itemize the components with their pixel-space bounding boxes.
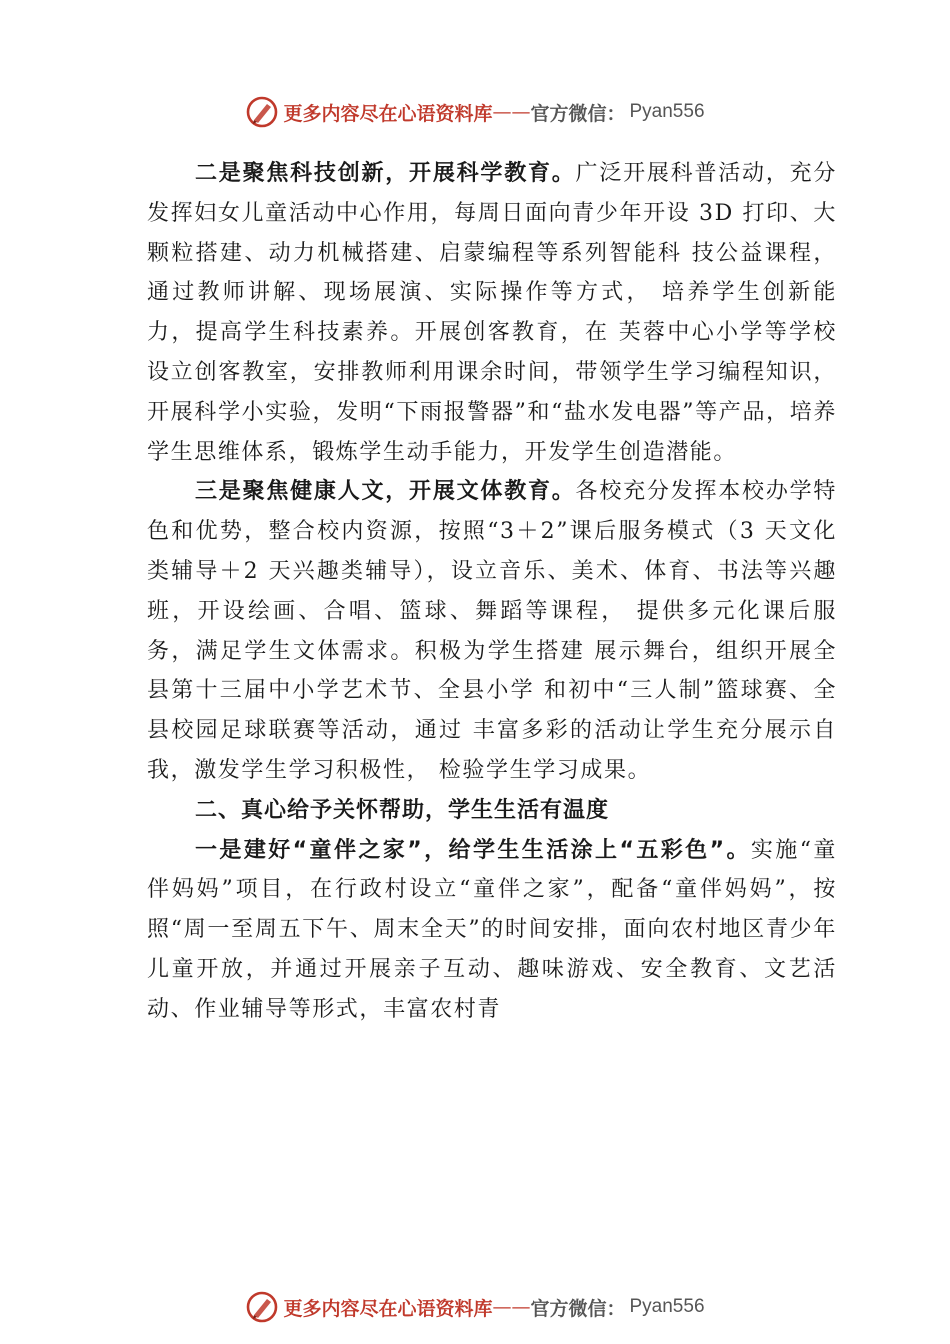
watermark-label: 官方微信：	[530, 102, 626, 125]
paragraph-companion-home	[147, 831, 837, 1030]
paragraph-text: 实施“童伴妈妈”项目，在行政村设立“童伴之家”，配备“童伴妈妈”，按照“周一至周五下午、周末全天”的时间安排，面向农村地区青少年儿童开放，并通过开展亲子互动、趣味游戏、安全教育、文艺活动、作业辅导等形式，丰富农村青	[147, 837, 837, 1022]
watermark-label: 官方微信：	[530, 1297, 626, 1320]
watermark-dash: ——	[492, 1296, 531, 1318]
header-watermark	[0, 95, 950, 129]
watermark-brand: 更多内容尽在心语资料库	[283, 1297, 493, 1320]
paragraph-science-education	[147, 154, 837, 472]
paragraph-lead: 三是聚焦健康人文，开展文体教育。	[195, 479, 576, 505]
paragraph-lead: 二是聚焦科技创新，开展科学教育。	[195, 161, 576, 186]
paragraph-text: 各校充分发挥本校办学特色和优势，整合校内资源，按照“3＋2”课后服务模式（3 天文化类辅导＋2 天兴趣类辅导），设立音乐、美术、体育、书法等兴趣班，开设绘画、合唱、篮球、舞蹈等课程， 提供多元化课后服务，满足学生文体需求。积极为学生搭建 展示舞台，组织开展全县第十三届中小学艺术节、全县小学 和初中“三人制”篮球赛、全县校园足球联赛等活动，通过 丰富多彩的活动让学生充分展示自我，激发学生学习积极性， 检验学生学习成果。	[147, 479, 837, 783]
document-body	[147, 154, 837, 1030]
watermark-account: Pyan556	[629, 101, 705, 122]
section-heading: 二、真心给予关怀帮助，学生生活有温度	[195, 797, 610, 823]
watermark-brand: 更多内容尽在心语资料库	[283, 102, 493, 125]
footer-watermark	[0, 1290, 950, 1324]
paragraph-lead: 一是建好“童伴之家”，给学生生活涂上“五彩色”。	[195, 837, 751, 863]
paragraph-culture-sports	[147, 472, 837, 790]
pen-logo-icon	[245, 95, 279, 129]
pen-logo-icon	[245, 1290, 279, 1324]
paragraph-text: 广泛开展科普活动，充分发挥妇女儿童活动中心作用，每周日面向青少年开设 3D 打印、大颗粒搭建、动力机械搭建、启蒙编程等系列智能科 技公益课程，通过教师讲解、现场展演、实际操作等方式， 培养学生创新能力，提高学生科技素养。开展创客教育，在 芙蓉中心小学等学校设立创客教室，安排教师利用课余时间，带领学生学习编程知识，开展科学小实验，发明“下雨报警器”和“盐水发电器”等产品，培养学生思维体系，锻炼学生动手能力，开发学生创造潜能。	[147, 161, 837, 465]
watermark-dash: ——	[492, 101, 531, 123]
watermark-account: Pyan556	[629, 1296, 705, 1317]
